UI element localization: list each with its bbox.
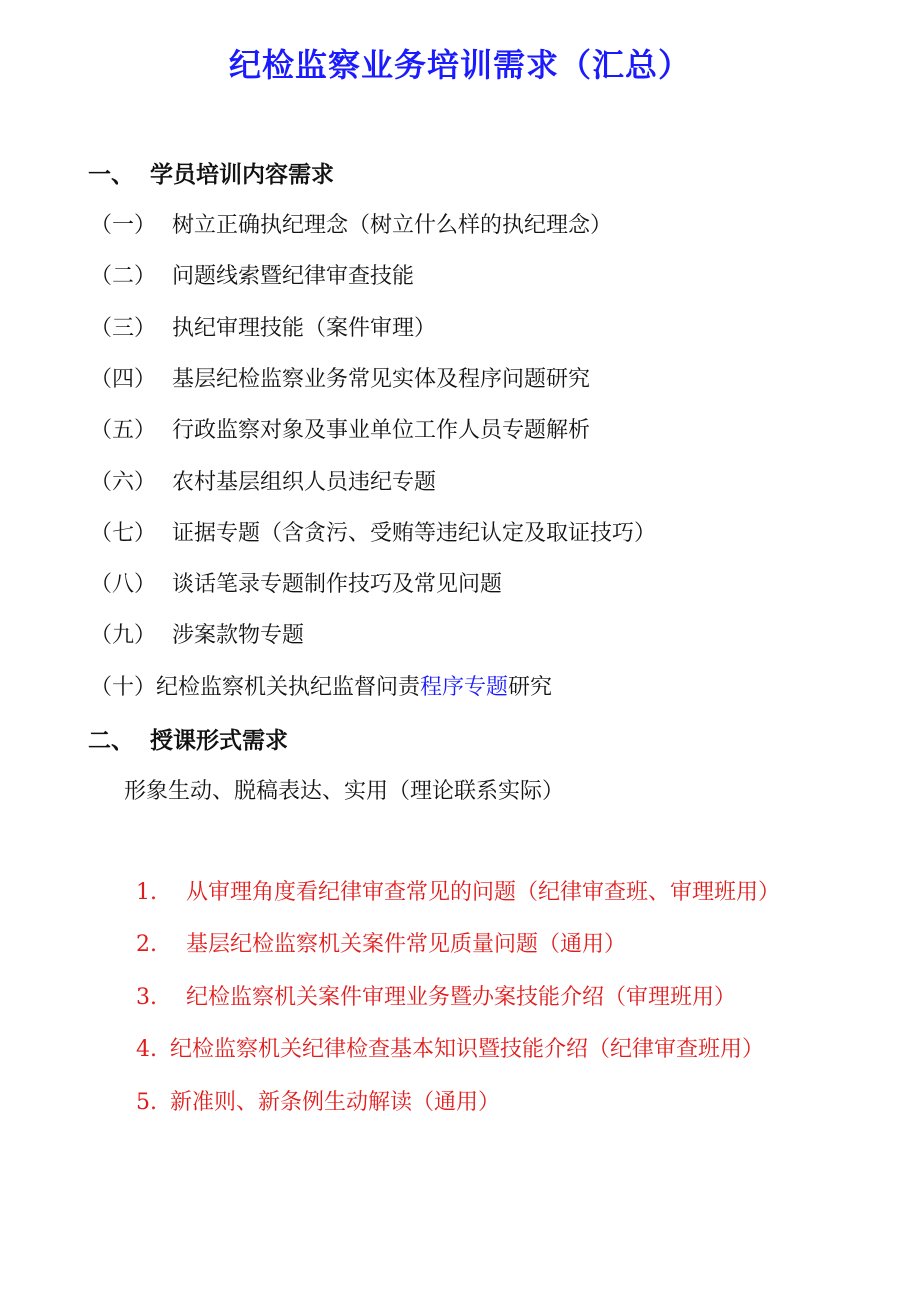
item-number: （八） [90, 572, 157, 597]
list-item [90, 311, 436, 342]
section-number: 一、 [88, 162, 134, 188]
course-item [136, 980, 736, 1011]
list-item [90, 208, 612, 239]
item-number: （一） [90, 213, 157, 238]
item-number: （九） [90, 623, 157, 648]
course-number: 1. [136, 880, 157, 905]
course-text: 纪检监察机关纪律检查基本知识暨技能介绍（纪律审查班用） [170, 1037, 765, 1062]
item-number: （二） [90, 264, 157, 289]
list-item [90, 413, 590, 444]
section-label: 学员培训内容需求 [150, 162, 334, 188]
item-text: 行政监察对象及事业单位工作人员专题解析 [172, 418, 591, 443]
list-item [90, 567, 502, 598]
highlighted-text: 程序专题 [420, 675, 509, 700]
item-number: （四） [90, 367, 157, 392]
teaching-form-text: 形象生动、脱稿表达、实用（理论联系实际） [124, 779, 565, 804]
item-number: （三） [90, 316, 157, 341]
item-text-suffix: 研究 [508, 675, 553, 700]
course-text: 基层纪检监察机关案件常见质量问题（通用） [186, 932, 627, 957]
list-item [90, 618, 304, 649]
list-item [90, 259, 414, 290]
section-heading-2 [88, 722, 288, 755]
list-item-10 [90, 670, 552, 701]
course-text: 从审理角度看纪律审查常见的问题（纪律审查班、审理班用） [186, 880, 781, 905]
item-text: 证据专题（含贪污、受贿等违纪认定及取证技巧） [172, 521, 657, 546]
course-text: 新准则、新条例生动解读（通用） [170, 1090, 501, 1115]
section-number: 二、 [88, 728, 134, 754]
course-text: 纪检监察机关案件审理业务暨办案技能介绍（审理班用） [186, 985, 737, 1010]
course-item [136, 927, 626, 958]
list-item [90, 362, 590, 393]
item-number: （五） [90, 418, 157, 443]
course-item [136, 875, 780, 906]
item-number: （七） [90, 521, 157, 546]
item-text: 涉案款物专题 [172, 623, 305, 648]
course-item [136, 1085, 500, 1116]
course-number: 5. [136, 1090, 157, 1115]
item-text: 农村基层组织人员违纪专题 [172, 470, 437, 495]
section-heading-1 [88, 156, 334, 189]
item-text: （十）纪检监察机关执纪监督问责 [90, 675, 421, 700]
item-text: 基层纪检监察业务常见实体及程序问题研究 [172, 367, 591, 392]
list-item [90, 516, 656, 547]
page-title: 纪检监察业务培训需求（汇总） [228, 46, 691, 84]
list-item [90, 465, 436, 496]
course-item [136, 1032, 764, 1063]
course-number: 2. [136, 932, 157, 957]
section-label: 授课形式需求 [150, 728, 288, 754]
item-text: 问题线索暨纪律审查技能 [172, 264, 415, 289]
item-number: （六） [90, 470, 157, 495]
item-text: 树立正确执纪理念（树立什么样的执纪理念） [172, 213, 613, 238]
item-text: 执纪审理技能（案件审理） [172, 316, 437, 341]
course-number: 4. [136, 1037, 157, 1062]
item-text: 谈话笔录专题制作技巧及常见问题 [172, 572, 503, 597]
course-number: 3. [136, 985, 157, 1010]
